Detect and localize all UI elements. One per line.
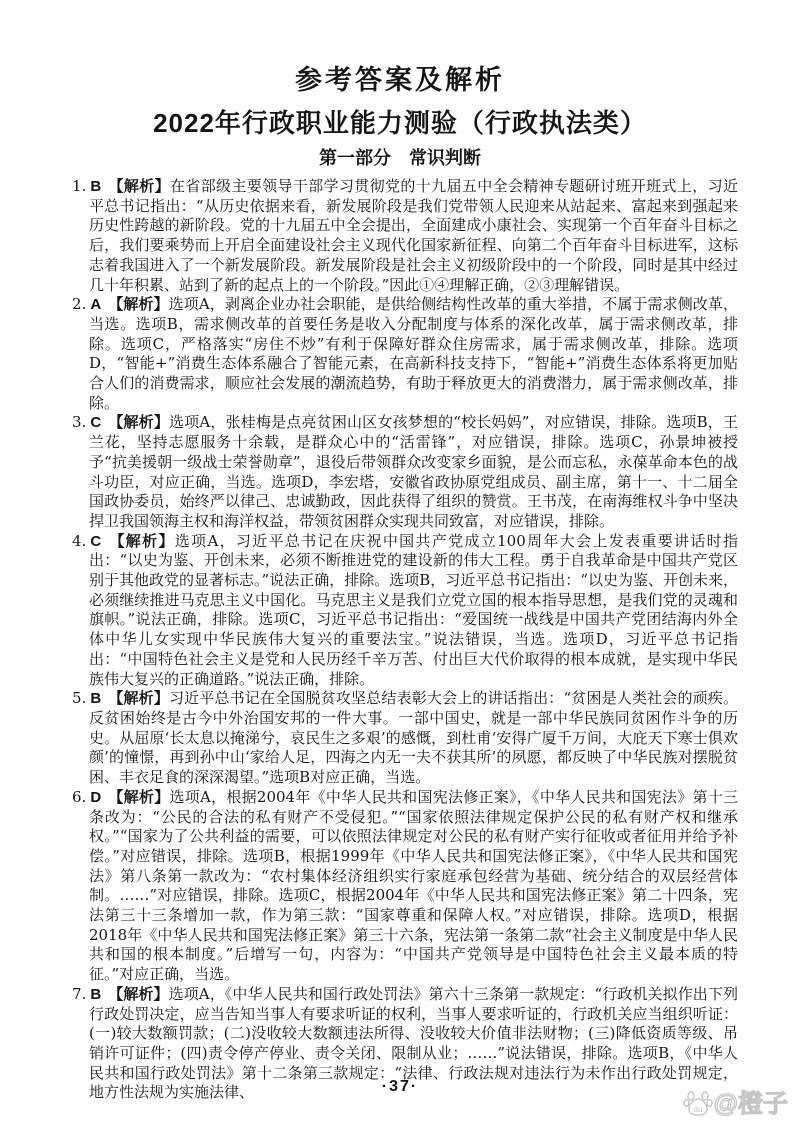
answers-list: [72, 177, 738, 1103]
answer-letter: B: [90, 178, 102, 195]
question-text: 在省部级主要领导干部学习贯彻党的十九届五中全会精神专题研讨班开班式上，习近平总书记指出：“从历史依据来看，新发展阶段是我们党带领人民迎来从站起来、富起来到强起来历史性跨越的新阶段。党的十九届五中全会提出，全面建成小康社会、实现第一个百年奋斗目标之后，我们要乘势而上开启全面建设社会主义现代化国家新征程、向第二个百年奋斗目标进军，这标志着我国进入了一个新发展阶段。新发展阶段是社会主义初级阶段中的一个阶段，同时是其中经过几十年积累、站到了新的起点上的一个阶段。”因此①④理解正确，②③理解错误。: [89, 177, 738, 294]
svg-text:du: du: [693, 1105, 703, 1114]
question-text: 选项A，《中华人民共和国行政处罚法》第六十三条第一款规定：“行政机关拟作出下列行政处罚决定，应当告知当事人有要求听证的权利，当事人要求听证的，行政机关应当组织听证：(一)较大数额罚款；(二)没收较大数额违法所得、没收较大价值非法财物；(三)降低资质等级、吊销许可证件；(四)责令停产停业、责令关闭、限制从业；……”说法错误，排除。选项B，《中华人民共和国行政处罚法》第十二条第三款规定：“法律、行政法规对违法行为未作出行政处罚规定，地方性法规为实施法律、: [89, 984, 738, 1102]
page-number: ·37·: [381, 1078, 419, 1095]
analysis-label: 【解析】: [108, 532, 175, 550]
question-text: 选项A，习近平总书记在庆祝中国共产党成立100周年大会上发表重要讲话时指出：“以史为鉴、开创未来，必须不断推进党的建设新的伟大工程。勇于自我革命是中国共产党区别于其他政党的显著标志。”说法正确，排除。选项B，习近平总书记指出：“以史为鉴、开创未来，必须继续推进马克思主义中国化。马克思主义是我们立党立国的根本指导思想，是我们党的灵魂和旗帜。”说法正确，排除。选项C，习近平总书记指出：“爱国统一战线是中国共产党团结海内外全体中华儿女实现中华民族伟大复兴的重要法宝。”说法错误，当选。选项D，习近平总书记指出：“中国特色社会主义是党和人民历经千辛万苦、付出巨大代价取得的根本成就，是实现中华民族伟大复兴的正确道路。”说法正确，排除。: [89, 531, 738, 688]
analysis-label: 【解析】: [108, 788, 170, 806]
question-item-1: [72, 177, 738, 295]
watermark-handle: @橙子: [713, 1090, 788, 1118]
analysis-label: 【解析】: [108, 296, 169, 314]
question-text: 选项A，张桂梅是点亮贫困山区女孩梦想的“校长妈妈”，对应错误，排除。选项B，王兰花，坚持志愿服务十余载，是群众心中的“活雷锋”，对应错误，排除。选项C，孙景坤被授予“抗美援朝一级战士荣誉勋章”，退役后带领群众改变家乡面貌，是公而忘私，永葆革命本色的战斗功臣，对应正确，当选。选项D，李宏塔，安徽省政协原党组成员、副主席，第十一、十二届全国政协委员，始终严以律己、忠诚勤政，因此获得了组织的赞赏。王书茂，在南海维权斗争中坚决捍卫我国领海主权和海洋权益，带领贫困群众实现共同致富，对应错误，排除。: [89, 413, 738, 530]
analysis-label: 【解析】: [108, 178, 170, 195]
question-number: 1.: [72, 177, 87, 195]
question-number: 7.: [72, 984, 87, 1003]
question-number: 4.: [72, 531, 87, 550]
question-text: 选项A，剥离企业办社会职能，是供给侧结构性改革的重大举措，不属于需求侧改革，当选。选项B，需求侧改革的首要任务是收入分配制度与体系的深化改革，属于需求侧改革，排除。选项C，严格落实“房住不炒”有利于保障好群众住房需求，属于需求侧改革，排除。选项D，“智能+”消费生态体系融合了智能元素，在高新科技支持下，“智能+”消费生态体系将更加贴合人们的消费需求，顺应社会发展的潮流趋势，有助于释放更大的消费潜力，属于需求侧改革，排除。: [89, 295, 738, 412]
question-number: 2.: [72, 295, 87, 314]
question-item-2: [72, 295, 738, 413]
analysis-label: 【解析】: [108, 690, 170, 708]
section-heading: 第一部分 常识判断: [319, 148, 481, 168]
question-text: 选项A，根据2004年《中华人民共和国宪法修正案》，《中华人民共和国宪法》第十三条改为：“公民的合法的私有财产不受侵犯。”“国家依照法律规定保护公民的私有财产权和继承权。”“国家为了公共利益的需要，可以依照法律规定对公民的私有财产实行征收或者征用并给予补偿。”对应错误，排除。选项B，根据1999年《中华人民共和国宪法修正案》，《中华人民共和国宪法》第八条第一款改为：“农村集体经济组织实行家庭承包经营为基础、统分结合的双层经营体制。……”对应错误，排除。选项C，根据2004年《中华人民共和国宪法修正案》第二十四条，宪法第三十三条增加一款，作为第三款：“国家尊重和保障人权。”对应错误，排除。选项D，根据2018年《中华人民共和国宪法修正案》第三十六条，宪法第一条第二款“社会主义制度是中华人民共和国的根本制度。”后增写一句，内容为：“中国共产党领导是中国特色社会主义最本质的特征。”对应正确，当选。: [89, 787, 738, 984]
question-text: 习近平总书记在全国脱贫攻坚总结表彰大会上的讲话指出：“贫困是人类社会的顽疾。反贫困始终是古今中外治国安邦的一件大事。一部中国史，就是一部中华民族同贫困作斗争的历史。从屈原‘长太息以掩涕兮，哀民生之多艰’的感慨，到杜甫‘安得广厦千万间，大庇天下寒士俱欢颜’的憧憬，再到孙中山‘家给人足，四海之内无一夫不获其所’的夙愿，都反映了中华民族对摆脱贫困、丰衣足食的深深渴望。”选项B对应正确，当选。: [89, 689, 738, 787]
analysis-label: 【解析】: [108, 985, 169, 1003]
answer-letter: D: [90, 788, 102, 806]
question-number: 5.: [72, 689, 87, 708]
answer-letter: A: [90, 296, 102, 314]
answer-letter: C: [90, 532, 102, 550]
analysis-label: 【解析】: [108, 414, 170, 432]
page-subtitle: 2022年行政职业能力测验（行政执法类）: [153, 108, 647, 138]
question-number: 6.: [72, 787, 87, 806]
watermark: [683, 1084, 788, 1120]
page-title: 参考答案及解析: [295, 65, 505, 95]
answer-letter: B: [90, 690, 102, 708]
answer-letter: B: [90, 985, 102, 1003]
question-number: 3.: [72, 413, 87, 432]
question-item-5: [72, 689, 738, 788]
answer-letter: C: [90, 414, 102, 432]
baidu-paw-icon: [683, 1087, 713, 1117]
question-item-6: [72, 788, 738, 985]
question-item-3: [72, 413, 738, 531]
question-item-4: [72, 532, 738, 690]
